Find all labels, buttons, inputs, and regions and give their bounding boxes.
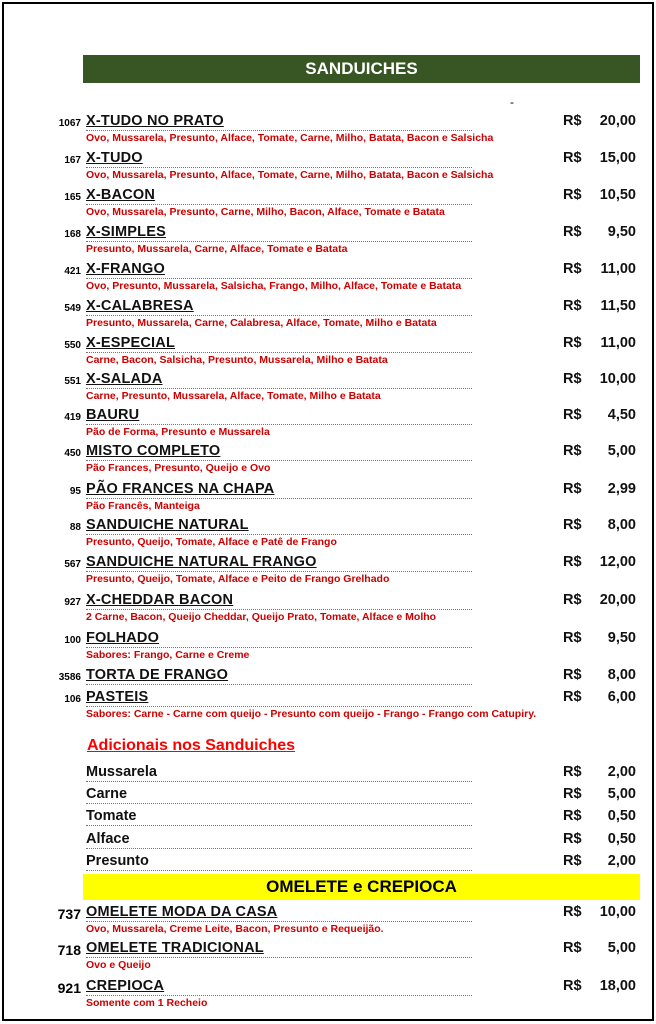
item-name: SANDUICHE NATURAL FRANGO	[86, 554, 317, 570]
dotted-leader	[86, 825, 472, 826]
currency-label: R$	[563, 187, 582, 203]
currency-label: R$	[563, 407, 582, 423]
item-code: 88	[69, 522, 81, 533]
item-name: X-SIMPLES	[86, 224, 166, 240]
menu-item	[0, 407, 656, 443]
item-code: 550	[64, 340, 81, 351]
item-code: 421	[64, 266, 81, 277]
item-name: PÃO FRANCES NA CHAPA	[86, 481, 275, 497]
menu-item	[0, 630, 656, 666]
menu-item	[0, 261, 656, 297]
item-price: 11,00	[600, 261, 636, 277]
item-description: Ovo e Queijo	[86, 959, 151, 971]
item-name: X-FRANGO	[86, 261, 165, 277]
item-code: 3586	[58, 672, 81, 683]
item-price: 20,00	[599, 113, 636, 129]
addition-item	[0, 764, 656, 786]
item-code: 168	[64, 229, 81, 240]
currency-label: R$	[563, 689, 582, 705]
currency-label: R$	[563, 113, 582, 129]
currency-label: R$	[563, 261, 582, 277]
menu-item	[0, 371, 656, 407]
menu-item	[0, 335, 656, 371]
menu-item	[0, 298, 656, 334]
item-code: 921	[57, 980, 81, 996]
item-code: 1067	[58, 118, 81, 129]
item-name: MISTO COMPLETO	[86, 443, 221, 459]
currency-label: R$	[563, 150, 582, 166]
item-name: CREPIOCA	[86, 978, 165, 994]
menu-item	[0, 904, 656, 940]
menu-item	[0, 150, 656, 186]
dotted-leader	[86, 130, 472, 131]
menu-item	[0, 689, 656, 725]
item-description: Presunto, Mussarela, Carne, Alface, Tomate e Batata	[86, 243, 348, 255]
item-price: 8,00	[607, 667, 636, 683]
item-description: Sabores: Frango, Carne e Creme	[86, 649, 250, 661]
menu-item	[0, 978, 656, 1014]
menu-item	[0, 592, 656, 628]
dotted-leader	[86, 706, 472, 707]
currency-label: R$	[563, 831, 582, 847]
addition-price: 0,50	[607, 831, 636, 847]
addition-name: Alface	[86, 831, 130, 847]
item-description: 2 Carne, Bacon, Queijo Cheddar, Queijo Prato, Tomate, Alface e Molho	[86, 611, 437, 623]
item-description: Pão de Forma, Presunto e Mussarela	[86, 426, 270, 438]
dotted-leader	[86, 870, 472, 871]
item-price: 12,00	[599, 554, 636, 570]
item-description: Ovo, Mussarela, Creme Leite, Bacon, Presunto e Requeijão.	[86, 923, 384, 935]
item-price: 5,00	[607, 940, 636, 956]
item-code: 551	[64, 376, 81, 387]
dotted-leader	[86, 278, 472, 279]
dotted-leader	[86, 781, 472, 782]
addition-name: Presunto	[86, 853, 149, 869]
item-price: 10,00	[599, 371, 636, 387]
item-description: Carne, Bacon, Salsicha, Presunto, Mussarela, Milho e Batata	[86, 354, 388, 366]
item-price: 4,50	[607, 407, 636, 423]
currency-label: R$	[563, 978, 582, 994]
addition-name: Tomate	[86, 808, 137, 824]
menu-item	[0, 554, 656, 590]
dotted-leader	[86, 315, 472, 316]
currency-label: R$	[563, 764, 582, 780]
menu-item	[0, 113, 656, 149]
item-price: 9,50	[607, 630, 636, 646]
item-code: 100	[64, 635, 81, 646]
item-price: 10,00	[599, 904, 636, 920]
item-price: 18,00	[599, 978, 636, 994]
dotted-leader	[86, 460, 472, 461]
dotted-leader	[86, 995, 472, 996]
item-price: 20,00	[599, 592, 636, 608]
item-name: PASTEIS	[86, 689, 149, 705]
item-code: 450	[64, 448, 81, 459]
dotted-leader	[86, 684, 472, 685]
item-name: X-ESPECIAL	[86, 335, 176, 351]
addition-price: 5,00	[607, 786, 636, 802]
dotted-leader	[86, 848, 472, 849]
section-title-omelete: OMELETE e CREPIOCA	[83, 874, 640, 900]
menu-item	[0, 187, 656, 223]
section-title-sanduiches: SANDUICHES	[83, 55, 640, 83]
item-description: Carne, Presunto, Mussarela, Alface, Tomate, Milho e Batata	[86, 390, 381, 402]
currency-label: R$	[563, 808, 582, 824]
dotted-leader	[86, 803, 472, 804]
addition-name: Carne	[86, 786, 128, 802]
currency-label: R$	[563, 786, 582, 802]
dotted-leader	[86, 424, 472, 425]
item-description: Presunto, Queijo, Tomate, Alface e Peito de Frango Grelhado	[86, 573, 390, 585]
item-price: 9,50	[607, 224, 636, 240]
dotted-leader	[86, 957, 472, 958]
item-code: 419	[64, 412, 81, 423]
item-code: 165	[64, 192, 81, 203]
item-price: 11,50	[600, 298, 636, 314]
addition-price: 0,50	[607, 808, 636, 824]
item-name: BAURU	[86, 407, 140, 423]
dotted-leader	[86, 352, 472, 353]
item-name: X-CHEDDAR BACON	[86, 592, 234, 608]
item-code: 737	[57, 906, 81, 922]
dotted-leader	[86, 534, 472, 535]
item-code: 167	[64, 155, 81, 166]
item-name: SANDUICHE NATURAL	[86, 517, 249, 533]
currency-label: R$	[563, 904, 582, 920]
addition-item	[0, 831, 656, 853]
item-price: 8,00	[607, 517, 636, 533]
item-price: 10,50	[599, 187, 636, 203]
currency-label: R$	[563, 667, 582, 683]
menu-item	[0, 517, 656, 553]
menu-item	[0, 481, 656, 517]
item-description: Sabores: Carne - Carne com queijo - Presunto com queijo - Frango - Frango com Catupiry.	[86, 708, 537, 720]
currency-label: R$	[563, 554, 582, 570]
dotted-leader	[86, 204, 472, 205]
addition-item	[0, 808, 656, 830]
item-code: 927	[64, 597, 81, 608]
dotted-leader	[86, 498, 472, 499]
addition-item	[0, 786, 656, 808]
currency-label: R$	[563, 371, 582, 387]
currency-label: R$	[563, 224, 582, 240]
item-name: OMELETE MODA DA CASA	[86, 904, 278, 920]
currency-label: R$	[563, 298, 582, 314]
addition-price: 2,00	[607, 853, 636, 869]
dotted-leader	[86, 609, 472, 610]
currency-label: R$	[563, 592, 582, 608]
addition-item	[0, 853, 656, 875]
item-price: 5,00	[607, 443, 636, 459]
item-code: 567	[64, 559, 81, 570]
menu-item	[0, 940, 656, 976]
item-code: 549	[64, 303, 81, 314]
item-name: X-SALADA	[86, 371, 163, 387]
menu-item	[0, 224, 656, 260]
addition-name: Mussarela	[86, 764, 157, 780]
menu-item	[0, 443, 656, 479]
addition-price: 2,00	[607, 764, 636, 780]
currency-label: R$	[563, 443, 582, 459]
item-name: TORTA DE FRANGO	[86, 667, 229, 683]
item-description: Ovo, Mussarela, Presunto, Carne, Milho, Bacon, Alface, Tomate e Batata	[86, 206, 445, 218]
currency-label: R$	[563, 630, 582, 646]
item-description: Somente com 1 Recheio	[86, 997, 208, 1009]
dotted-leader	[86, 647, 472, 648]
stray-mark: -	[510, 95, 514, 109]
item-price: 2,99	[607, 481, 636, 497]
item-price: 11,00	[600, 335, 636, 351]
item-code: 718	[57, 942, 81, 958]
item-code: 95	[69, 486, 81, 497]
item-description: Ovo, Presunto, Mussarela, Salsicha, Frango, Milho, Alface, Tomate e Batata	[86, 280, 462, 292]
dotted-leader	[86, 388, 472, 389]
item-description: Pão Frances, Presunto, Queijo e Ovo	[86, 462, 271, 474]
item-description: Ovo, Mussarela, Presunto, Alface, Tomate, Carne, Milho, Batata, Bacon e Salsicha	[86, 132, 494, 144]
dotted-leader	[86, 167, 472, 168]
item-description: Ovo, Mussarela, Presunto, Alface, Tomate, Carne, Milho, Batata, Bacon e Salsicha	[86, 169, 494, 181]
dotted-leader	[86, 571, 472, 572]
dotted-leader	[86, 241, 472, 242]
currency-label: R$	[563, 517, 582, 533]
currency-label: R$	[563, 853, 582, 869]
item-name: X-TUDO	[86, 150, 143, 166]
dotted-leader	[86, 921, 472, 922]
item-name: OMELETE TRADICIONAL	[86, 940, 264, 956]
item-price: 6,00	[607, 689, 636, 705]
item-description: Pão Francês, Manteiga	[86, 500, 200, 512]
item-name: X-BACON	[86, 187, 156, 203]
item-price: 15,00	[599, 150, 636, 166]
currency-label: R$	[563, 481, 582, 497]
item-description: Presunto, Queijo, Tomate, Alface e Patê de Frango	[86, 536, 337, 548]
currency-label: R$	[563, 940, 582, 956]
item-code: 106	[64, 694, 81, 705]
item-name: X-TUDO NO PRATO	[86, 113, 224, 129]
currency-label: R$	[563, 335, 582, 351]
item-name: FOLHADO	[86, 630, 160, 646]
item-name: X-CALABRESA	[86, 298, 194, 314]
additions-title: Adicionais nos Sanduiches	[87, 737, 296, 754]
item-description: Presunto, Mussarela, Carne, Calabresa, Alface, Tomate, Milho e Batata	[86, 317, 437, 329]
